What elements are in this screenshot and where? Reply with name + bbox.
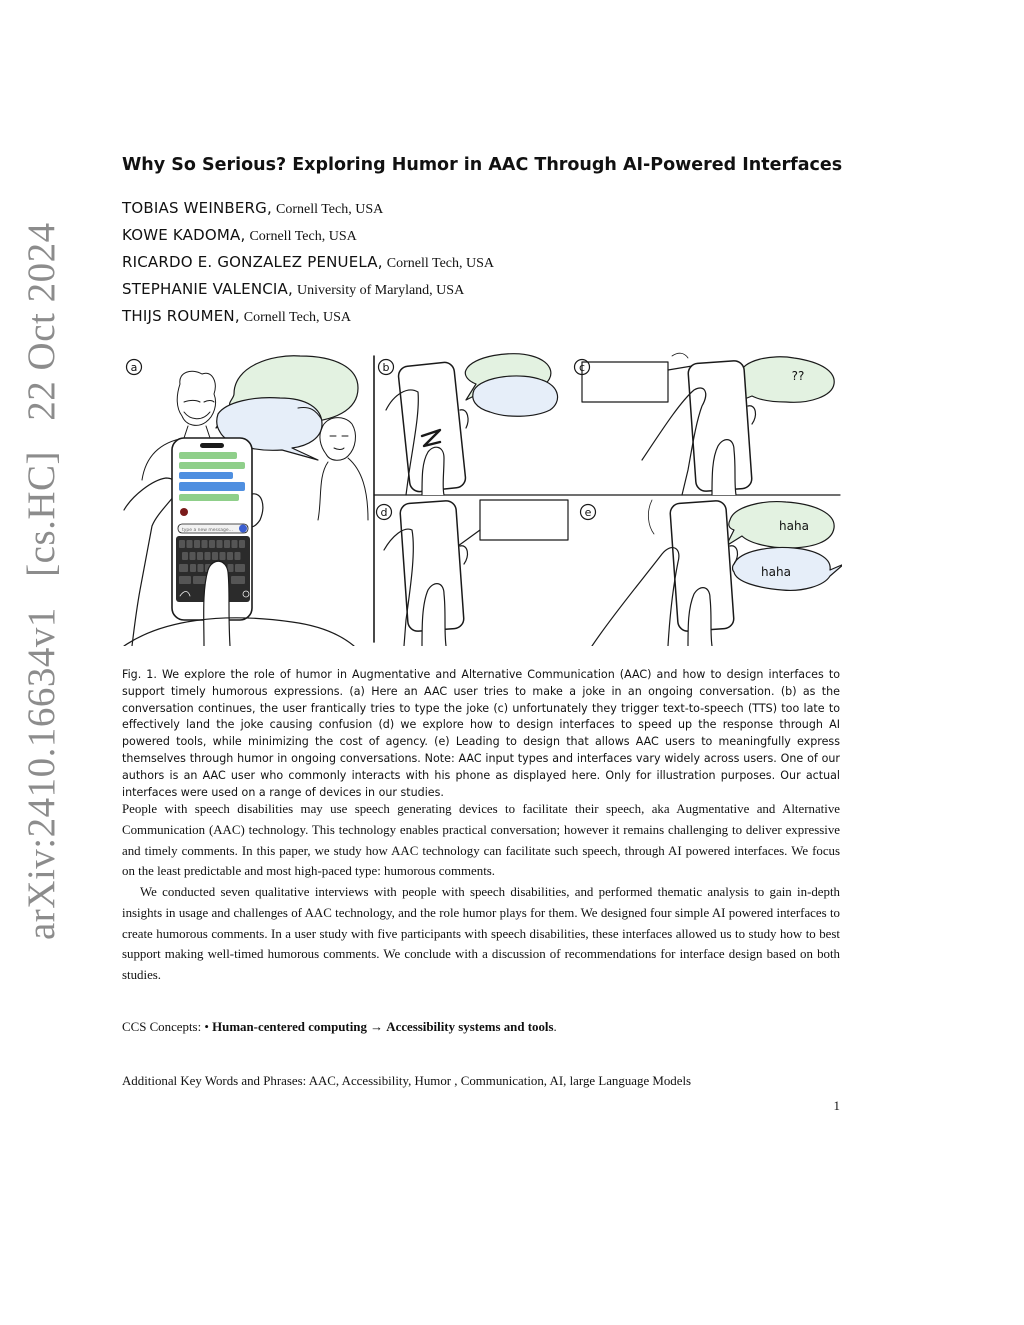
ccs-concept: Human-centered computing: [212, 1020, 367, 1034]
speech-bubble-blue: [473, 376, 558, 416]
abstract-paragraph-2: We conducted seven qualitative interviews with people with speech disabilities, and performed thematic analysis to gain in-depth insights in usage and challenges of AAC technology, and the role humor plays for them. We designed four simple AI powered interfaces to create humorous comments. In a user study with five participants with speech disabilities, these interfaces allowed us to study how to best support making well-timed humorous comments. We conclude with a discussion of recommendations for interface design based on both studies.: [122, 885, 840, 983]
laugh-speech-text-2: haha: [761, 565, 791, 579]
panel-d: [377, 500, 569, 646]
send-button: [239, 525, 247, 533]
chat-message: [179, 472, 233, 479]
author-line: [122, 199, 822, 218]
tapping-finger: [204, 561, 230, 646]
confused-speech-text: ??: [791, 369, 805, 383]
hair-strand: [672, 353, 688, 358]
hand-bottom-outline: [124, 618, 354, 646]
keywords: Additional Key Words and Phrases: AAC, Accessibility, Humor , Communication, AI, large Language Models: [122, 1074, 692, 1088]
author-affiliation: Cornell Tech, USA: [275, 202, 384, 217]
ccs-subconcept: Accessibility systems and tools: [386, 1020, 554, 1034]
ai-suggestion-box: [480, 500, 568, 540]
author-affiliation: Cornell Tech, USA: [243, 310, 352, 325]
tts-output-box: [582, 362, 668, 402]
message-input-hint: type a new message...: [182, 528, 233, 533]
panel-b: [379, 354, 558, 495]
arxiv-date: 22 Oct 2024: [20, 222, 63, 421]
hand-right-thumb: [748, 406, 755, 424]
ccs-label: CCS Concepts: •: [122, 1020, 209, 1034]
laugh-speech-text-1: haha: [779, 519, 809, 533]
ccs-arrow: →: [370, 1020, 384, 1034]
panel-e-label: e: [584, 506, 592, 519]
arxiv-category: [cs.HC]: [20, 450, 63, 577]
hand-right-thumb: [730, 546, 737, 564]
chat-message: [179, 494, 239, 501]
chat-message: [179, 452, 237, 459]
panel-a: [124, 356, 368, 646]
arxiv-id: arXiv:2410.16634v1: [20, 607, 63, 940]
figure-caption: Fig. 1. We explore the role of humor in Augmentative and Alternative Communication (AAC) and how to design interfaces to support timely humorous expressions. (a) Here an AAC user tries to make a joke in an ongoing conversation. (b) as the conversation continues, the user frantically tries to type the joke (c) unfortunately they trigger text-to-speech (TTS) too late to effectively land the joke causing confusion (d) we explore how to design interfaces to speed up the response through AI powered tools, while minimizing the cost of agency. (e) Leading to design that allows AAC users to meaningfully express themselves through humor in ongoing conversations. Note: AAC input types and interfaces vary widely across users. One of our authors is an AAC user who commonly interacts with his phone as displayed here. Only for illustration purposes. Our actual interfaces were used on a range of devices in our studies.: [122, 668, 840, 799]
ccs-end: .: [553, 1020, 557, 1034]
hand-right-thumb: [460, 546, 467, 564]
chat-message: [179, 482, 245, 491]
panel-e: [581, 500, 843, 646]
author-name: TOBIAS WEINBERG,: [122, 199, 272, 217]
hand-right-thumb: [460, 410, 468, 428]
contact-avatar: [180, 508, 188, 516]
author-affiliation: Cornell Tech, USA: [386, 256, 494, 271]
author-name: KOWE KADOMA,: [122, 226, 246, 244]
arm-outline: [648, 500, 654, 534]
author-name: STEPHANIE VALENCIA,: [122, 280, 293, 298]
arxiv-identifier-stamp: [12, 222, 72, 940]
hand-left: [124, 478, 177, 646]
suggestion-box-pointer: [458, 530, 480, 546]
abstract-paragraph-1: People with speech disabilities may use speech generating devices to facilitate their speech, aka Augmentative and Alternative Communication (AAC) technology. This technology enables practical conversation; however it remains challenging to deliver expressive and timely comments. In this paper, we study how AAC technology can facilitate such speech, through AI powered interfaces. We focus on the least predictable and most high-paced type: humorous comments.: [122, 802, 840, 879]
author-affiliation: Cornell Tech, USA: [249, 229, 357, 244]
panel-b-label: b: [382, 361, 390, 374]
author-line: [122, 226, 822, 245]
panel-a-label: a: [130, 361, 138, 374]
paper-title: Why So Serious? Exploring Humor in AAC Through AI-Powered Interfaces: [122, 155, 843, 175]
author-name: RICARDO E. GONZALEZ PENUELA,: [122, 253, 383, 271]
panel-c-label: c: [578, 361, 586, 374]
author-line: [122, 307, 822, 326]
author-affiliation: University of Maryland, USA: [296, 283, 465, 298]
hand-holding-phone: [592, 548, 679, 646]
page-number: 1: [833, 1099, 840, 1113]
ccs-concepts: [122, 1020, 840, 1035]
figure-illustration: [122, 350, 842, 646]
panel-c: [575, 353, 835, 495]
author-name: THIJS ROUMEN,: [122, 307, 240, 325]
panel-d-label: d: [380, 506, 388, 519]
phone-notch: [200, 443, 224, 448]
chat-message: [179, 462, 245, 469]
author-line: [122, 253, 822, 272]
author-line: [122, 280, 822, 299]
